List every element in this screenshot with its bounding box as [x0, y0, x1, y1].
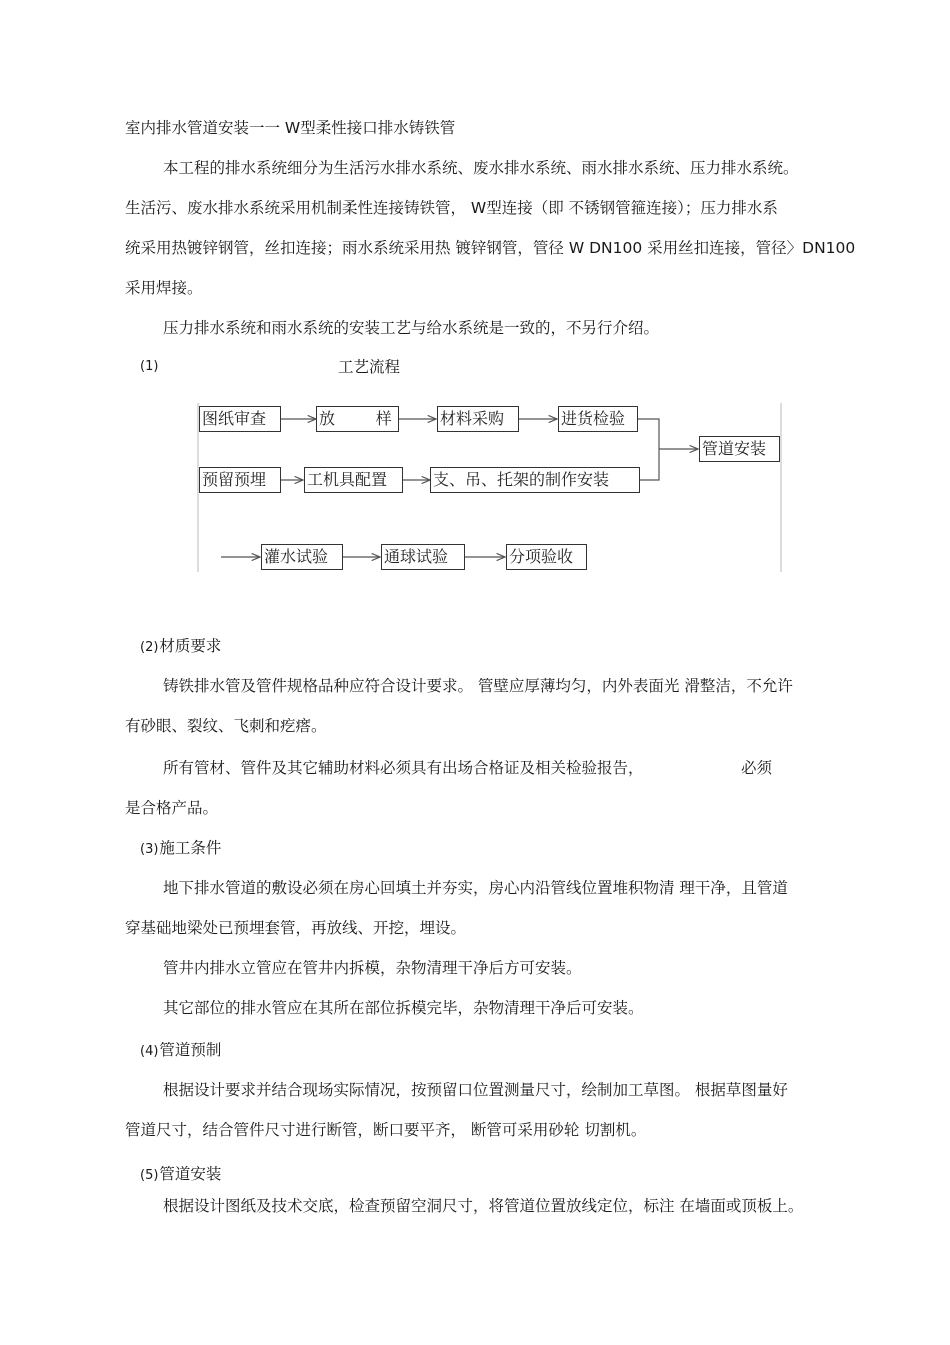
- paragraph-line: 穿基础地梁处已预埋套管，再放线、开挖，埋设。: [125, 919, 467, 937]
- section-heading: [140, 636, 221, 658]
- flow-step: 分项验收: [506, 544, 587, 570]
- flow-step: 材料采购: [437, 406, 519, 432]
- section-title: 管道预制: [159, 1041, 222, 1059]
- flow-step: 图纸审查: [199, 406, 281, 432]
- flow-step-merge: 管道安装: [699, 436, 780, 462]
- flow-connector: [638, 419, 659, 480]
- document-heading: 室内排水管道安装一一 W型柔性接口排水铸铁管: [125, 119, 456, 137]
- section-title: 材质要求: [159, 637, 222, 655]
- paragraph-line: 铸铁排水管及管件规格品种应符合设计要求。 管壁应厚薄均匀，内外表面光 滑整洁，不允许: [163, 677, 793, 695]
- section-number: (4): [140, 1044, 159, 1059]
- paragraph-line: 根据设计图纸及技术交底，检查预留空洞尺寸，将管道位置放线定位，标注 在墙面或顶板上。: [163, 1197, 804, 1215]
- section-title: 工艺流程: [338, 358, 401, 376]
- section-heading: [140, 838, 221, 860]
- paragraph-line: 统采用热镀锌钢管，丝扣连接；雨水系统采用热 镀锌钢管，管径 W DN100 采用丝扣连接，管径〉DN100: [125, 239, 856, 257]
- paragraph-line: 管井内排水立管应在管井内拆模，杂物清理干净后方可安装。: [163, 959, 582, 977]
- paragraph-line: 其它部位的排水管应在其所在部位拆模完毕，杂物清理干净后可安装。: [163, 999, 644, 1017]
- paragraph-line: 压力排水系统和雨水系统的安装工艺与给水系统是一致的，不另行介绍。: [163, 319, 660, 337]
- paragraph-line: 管道尺寸，结合管件尺寸进行断管，断口要平齐， 断管可采用砂轮 切割机。: [125, 1121, 647, 1139]
- paragraph-line: 所有管材、管件及其它辅助材料必须具有出场合格证及相关检验报告，: [163, 759, 644, 777]
- section-number: (5): [140, 1168, 159, 1183]
- section-number: (1): [140, 359, 159, 374]
- flow-step: 进货检验: [558, 406, 638, 432]
- paragraph-line: 生活污、废水排水系统采用机制柔性连接铸铁管， W型连接（即 不锈钢管箍连接）；压力排水系: [125, 199, 778, 217]
- flow-step: 灌水试验: [261, 544, 343, 570]
- paragraph-line: 根据设计要求并结合现场实际情况，按预留口位置测量尺寸，绘制加工草图。 根据草图量好: [163, 1081, 788, 1099]
- flow-step: 工机具配置: [304, 467, 403, 493]
- paragraph-line: 地下排水管道的敷设必须在房心回填土并夯实，房心内沿管线位置堆积物清 理干净，且管道: [163, 879, 788, 897]
- flow-step: 通球试验: [381, 544, 465, 570]
- paragraph-line: 必须: [741, 759, 773, 777]
- section-number: (3): [140, 842, 159, 857]
- paragraph-line: 是合格产品。: [125, 799, 219, 817]
- section-heading: [140, 1040, 221, 1062]
- section-title: 施工条件: [159, 839, 222, 857]
- flow-step: 支、吊、托架的制作安装: [430, 467, 640, 493]
- flow-step: 预留预埋: [199, 467, 281, 493]
- section-heading: [140, 1164, 221, 1186]
- paragraph-line: 采用焊接。: [125, 279, 203, 297]
- section-title: 管道安装: [159, 1165, 222, 1183]
- paragraph-line: 有砂眼、裂纹、飞刺和疙瘩。: [125, 717, 327, 735]
- section-number: (2): [140, 640, 159, 655]
- flow-step: 放 样: [316, 406, 399, 432]
- paragraph-line: 本工程的排水系统细分为生活污水排水系统、废水排水系统、雨水排水系统、压力排水系统。: [163, 159, 799, 177]
